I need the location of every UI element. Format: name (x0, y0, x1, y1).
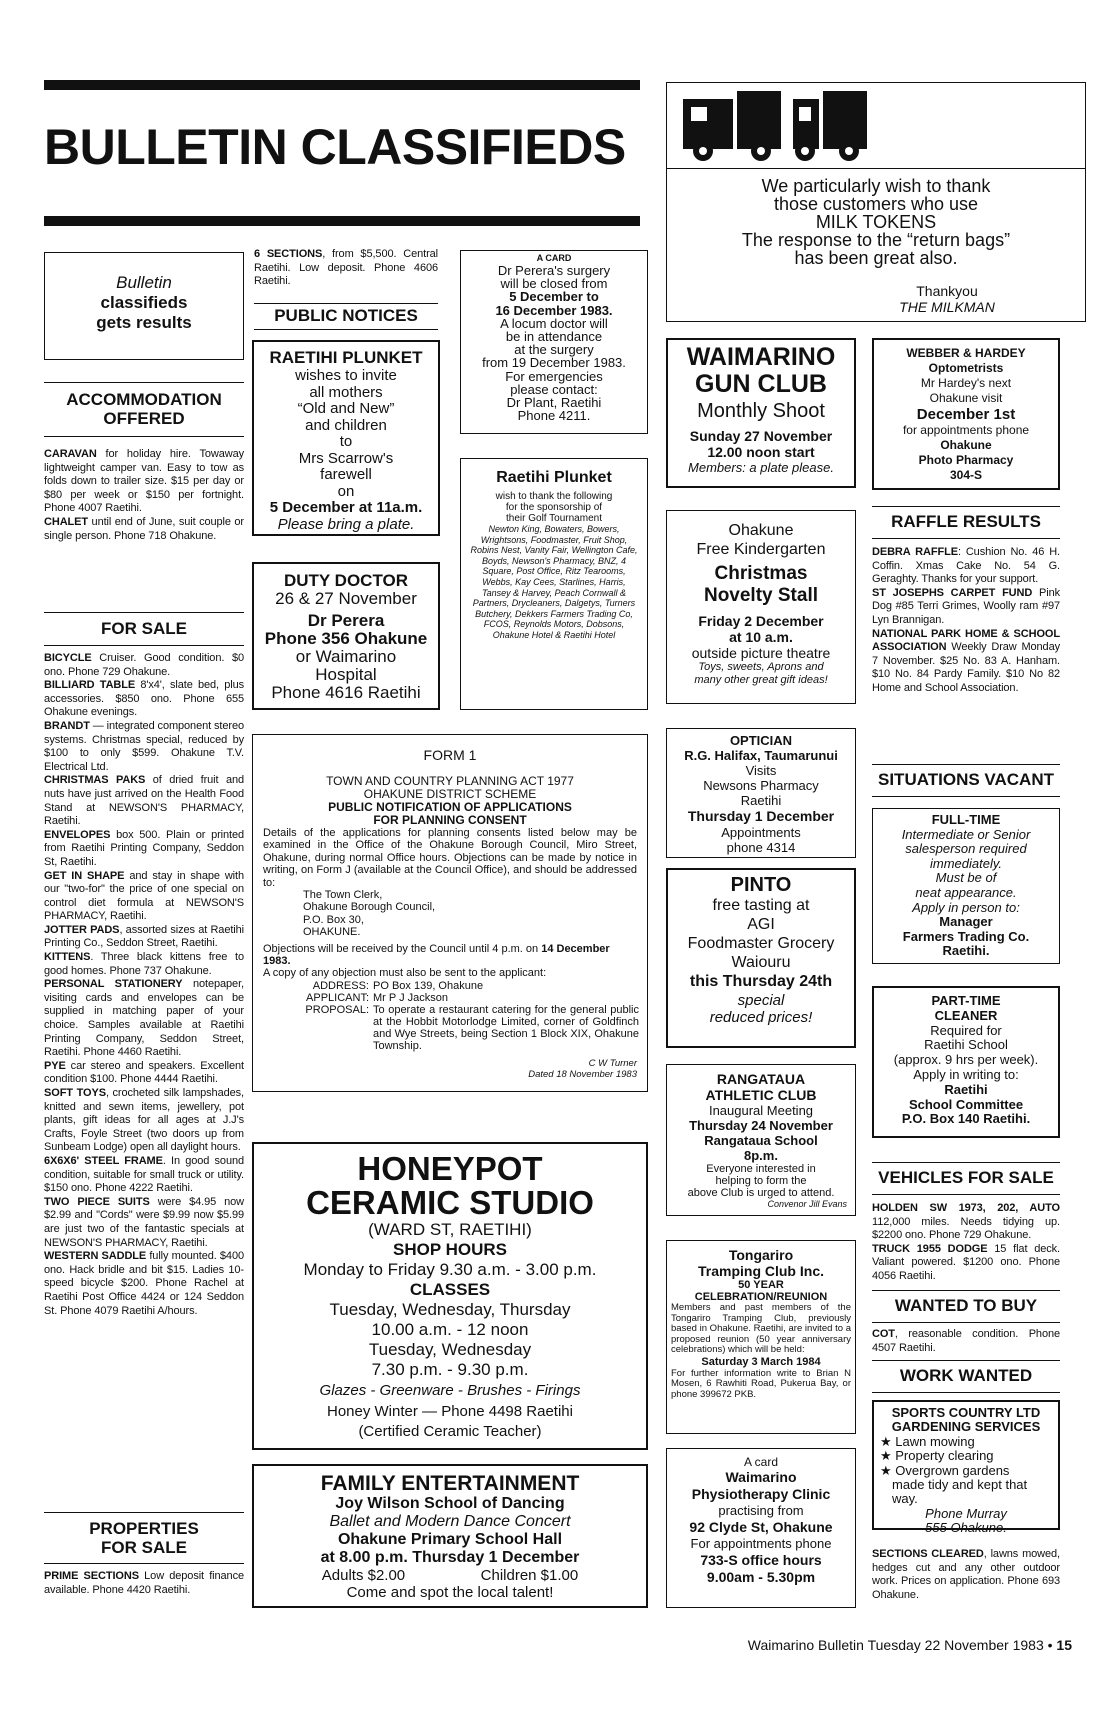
text-line: salesperson required (905, 841, 1027, 857)
text-line: from 19 December 1983. (482, 355, 626, 371)
list-item: NATIONAL PARK HOME & SCHOOL ASSOCIATION Weekly Draw Monday 7 November. $25 No. 83 A. Hanham. $10 No. 84 Pardy Family. $10 No 82 Home and School Association. (872, 627, 1060, 694)
text-line: CELEBRATION/REUNION (694, 1291, 828, 1303)
list-item: BILLIARD TABLE 8'x4', slate bed, plus accessories. $850 ono. Phone 655 Ohakune evenings. (44, 679, 244, 719)
divider (872, 1392, 1060, 1393)
text-line: A card (743, 1455, 779, 1469)
text-line: Ballet and Modern Dance Concert (329, 1513, 571, 1530)
text-line: Tongariro (728, 1247, 794, 1263)
family-prices (254, 1567, 646, 1584)
divider (872, 1162, 1060, 1163)
for-sale-heading: FOR SALE (101, 619, 187, 638)
divider (44, 612, 244, 613)
duty-phone: Phone 356 Ohakune (264, 629, 428, 648)
list-item: SECTIONS CLEARED, lawns mowed, hedges cut and any other outdoor work. Prices on application. Phone 693 Ohakune. (872, 1548, 1060, 1601)
text-line: Required for (930, 1022, 1002, 1038)
text-line: Monthly Shoot (697, 400, 825, 422)
text-line: 304-S (949, 468, 983, 482)
text-line: Honey Winter — Phone 4498 Raetihi (327, 1403, 573, 1420)
plunket-farewell-ad (252, 340, 440, 536)
text-line: Dr Plant, Raetihi (506, 395, 602, 411)
text-line: Manager (939, 914, 993, 930)
masthead-rule-top (44, 80, 640, 90)
text-line: Ohakune (940, 438, 992, 452)
text-line: PART-TIME (931, 993, 1001, 1008)
divider (44, 1512, 244, 1513)
divider (872, 1322, 1060, 1323)
text-line: FULL-TIME (931, 812, 1001, 827)
text-line: Toys, sweets, Aprons and (698, 661, 824, 673)
text-line: “Old and New” (297, 400, 395, 417)
divider (872, 1360, 1060, 1361)
list-item: ST JOSEPHS CARPET FUND Pink Dog #85 Terri Grimes, Woolly ram #97 Lyn Brannigan. (872, 586, 1060, 626)
text-line: Tuesday, Wednesday, Thursday (329, 1300, 571, 1319)
masthead-rule-bottom (44, 216, 640, 226)
text-line: (Certified Ceramic Teacher) (358, 1423, 542, 1440)
page-number: 15 (1056, 1637, 1072, 1653)
list-item: BICYCLE Cruiser. Good condition. $0 ono. Phone 729 Ohakune. (44, 652, 244, 678)
text-line: School Committee (908, 1096, 1024, 1112)
text-line: helping to form the (715, 1175, 807, 1187)
list-item: ENVELOPES box 500. Plain or printed from Raetihi Printing Company, Seddon St, Raetihi. (44, 828, 244, 868)
text-line: 555 Ohakune. (925, 1520, 1007, 1536)
text-line: please contact: (510, 381, 598, 397)
text-line: Come and spot the local talent! (346, 1584, 554, 1601)
divider (872, 538, 1060, 539)
text-line: CLEANER (934, 1007, 998, 1023)
text-line: made tidy and kept that (892, 1477, 1028, 1493)
text-line: TOWN AND COUNTRY PLANNING ACT 1977 (326, 774, 574, 788)
divider (872, 764, 1060, 765)
text-line: Adults $2.00 (321, 1567, 406, 1584)
list-item: GET IN SHAPE and stay in shape with our "two-for" the price of one special on control diet formula at NEWSON'S PHARMACY, Raetihi. (44, 869, 244, 923)
text-line: OHAKUNE DISTRICT SCHEME (363, 787, 537, 801)
form1-signer: C W Turner (588, 1057, 637, 1069)
text-line: APPLICANT: (306, 991, 369, 1004)
text-line: FOR PLANNING CONSENT (373, 813, 527, 827)
text-line: For emergencies (505, 368, 603, 384)
text-line: many other great gift ideas! (694, 674, 828, 686)
text-line: free tasting at (712, 897, 810, 914)
text-line: Rangataua School (704, 1133, 818, 1148)
truck-icon (681, 83, 881, 169)
text-line: Saturday 3 March 1984 (701, 1355, 821, 1368)
text-line: 14 December 1983. (263, 942, 610, 968)
raffle-heading: RAFFLE RESULTS (891, 512, 1041, 531)
text-line: Ohakune Borough Council, (303, 901, 436, 914)
tagline-line-2: classifieds (100, 293, 188, 312)
text-line: Ohakune visit (929, 391, 1003, 405)
text-line: Raetihi (944, 1081, 988, 1097)
form1-date: Dated 18 November 1983 (528, 1068, 637, 1080)
sections-classified: 6 SECTIONS, from $5,500. Central Raetihi. Low deposit. Phone 4606 Raetihi. (254, 248, 439, 288)
text-line: 5 December to (509, 289, 599, 305)
vehicles-heading: VEHICLES FOR SALE (878, 1168, 1054, 1187)
text-line: for appointments phone (902, 423, 1030, 437)
text-line: way. (892, 1491, 918, 1507)
properties-heading: PROPERTIES FOR SALE (89, 1519, 199, 1557)
divider (872, 796, 1060, 797)
vehicles-list (872, 1202, 1060, 1284)
text-line: SHOP HOURS (393, 1240, 507, 1259)
form1-address (263, 889, 637, 939)
list-item: 6X6X6' STEEL FRAME. In good sound condition, suitable for small truck or utility. $150 ono. Phone 4222 Raetihi. (44, 1154, 245, 1195)
text-line: Phone 4616 Raetihi (271, 683, 421, 702)
text-line: December 1st (916, 406, 1016, 423)
form1-details (299, 980, 639, 1052)
form1-notice (252, 734, 648, 1092)
optician-ad (666, 728, 856, 858)
list-item: KITTENS. Three black kittens free to good homes. Phone 737 Ohakune. (44, 951, 244, 977)
situations-heading: SITUATIONS VACANT (878, 770, 1054, 789)
pinto-ad (666, 868, 856, 1048)
milk-line-4: The response to the “return bags” (741, 230, 1011, 250)
text-line: 9.00am - 5.30pm (706, 1569, 816, 1585)
list-item: JOTTER PADS, assorted sizes at Raetihi Printing Co., Seddon Street, Raetihi. (44, 923, 244, 950)
text-line: The Town Clerk, (303, 889, 383, 902)
text-line: Everyone interested in (706, 1163, 816, 1175)
wanted-list (872, 1328, 1060, 1355)
text-line: or Waimarino (295, 647, 397, 666)
text-line: Christmas (714, 563, 808, 584)
text-line: Waiouru (731, 954, 791, 971)
text-line: Phone 4211. (517, 408, 591, 424)
text-line: at 8.00 p.m. Thursday 1 December (320, 1549, 580, 1566)
text-line: farewell (320, 466, 372, 483)
list-item: PRIME SECTIONS Low deposit finance available. Phone 4420 Raetihi. (44, 1570, 244, 1596)
honeypot-subtitle: CERAMIC STUDIO (306, 1184, 594, 1221)
text-line: 16 December 1983. (495, 302, 613, 318)
milk-line-3: MILK TOKENS (815, 212, 937, 232)
accommodation-list (44, 448, 244, 543)
pinto-title: PINTO (730, 874, 792, 896)
text-line: be in attendance (505, 329, 603, 345)
physiotherapy-ad (666, 1448, 856, 1608)
form1-title: FORM 1 (423, 747, 477, 763)
divider (872, 506, 1060, 507)
duty-doctor-ad (252, 562, 440, 710)
duty-dates: 26 & 27 November (275, 589, 417, 608)
list-item: PYE car stereo and speakers. Excellent condition $100. Phone 4444 Raetihi. (44, 1059, 244, 1086)
list-item: CHRISTMAS PAKS of dried fruit and nuts have just arrived on the Health Food Stand at NEWSON'S PHARMACY, Raetihi. (44, 774, 244, 828)
text-line: Apply in writing to: (913, 1066, 1019, 1082)
text-line: Members: a plate please. (688, 460, 834, 475)
text-line: Hospital (315, 665, 377, 684)
text-line: ★ Property clearing (880, 1448, 994, 1464)
text-line: Friday 2 December (698, 613, 824, 629)
footer-text: Waimarino Bulletin Tuesday 22 November 1983 • (747, 1637, 1057, 1653)
text-line: 733-S office hours (700, 1552, 822, 1568)
divider (44, 1563, 244, 1564)
text-line: OPTICIAN (729, 733, 793, 748)
divider (44, 382, 244, 383)
milk-sign-thanks: Thankyou (916, 283, 978, 299)
text-line: To operate a restaurant catering for the general public at the Hobbit Motorlodge Limited, corner of Goldfinch and Wye Streets, being Section 1 Block XIX, Ohakune Township. (373, 1003, 639, 1052)
text-line: Raetihi. (942, 943, 990, 959)
tramping-club-ad (666, 1240, 856, 1434)
a-card-ad (460, 250, 648, 434)
classified-chalet: CHALET until end of June, suit couple or single person. Phone 718 Ohakune. (44, 515, 244, 542)
plunket-title: RAETIHI PLUNKET (269, 348, 423, 367)
text-line: RANGATAUA (716, 1071, 806, 1087)
text-line: A copy of any objection must also be sent to the applicant: (263, 967, 547, 980)
duty-name: Dr Perera (307, 611, 385, 630)
text-line: on (337, 482, 355, 500)
text-line: Appointments (721, 825, 801, 840)
classified-caravan: CARAVAN for holiday hire. Towaway lightweight camper van. Easy to tow as folds down to trailer size. $15 per day or $80 per week or $150 per fortnight. Phone 4007 Raetihi. (44, 448, 244, 515)
full-time-ad (872, 808, 1060, 964)
text-line: this Thursday 24th (689, 973, 833, 990)
family-entertainment-ad (252, 1464, 648, 1608)
text-line: to (339, 433, 353, 450)
text-line: phone 4314 (726, 840, 796, 855)
text-line: wishes to invite (295, 367, 397, 384)
text-line: wish to thank the following (495, 491, 613, 502)
text-line: For further information write to Brian N Mosen, 6 Rawhiti Road, Pukerua Bay, or phone 399672 PKB. (671, 1367, 851, 1400)
milk-tokens-ad (666, 82, 1086, 322)
milk-sign-name: THE MILKMAN (899, 299, 995, 315)
text-line: Apply in person to: (912, 899, 1020, 915)
text-line: Glazes - Greenware - Brushes - Firings (319, 1382, 581, 1399)
text-line: 10.00 a.m. - 12 noon (371, 1320, 529, 1339)
plunket-note: Please bring a plate. (277, 515, 415, 533)
tagline-line-1: Bulletin (116, 273, 172, 292)
text-line: Must be of (935, 870, 997, 886)
text-line: Ohakune (728, 522, 794, 539)
text-line: Foodmaster Grocery (687, 935, 835, 952)
tagline-line-3: gets results (96, 313, 192, 332)
milk-line-1: We particularly wish to thank (761, 176, 991, 196)
honeypot-ad (252, 1142, 648, 1450)
text-line: their Golf Tournament (506, 513, 602, 524)
plunket-thanks-ad (460, 458, 648, 710)
text-line: Thursday 24 November (689, 1118, 833, 1133)
text-line: will be closed from (500, 276, 608, 292)
text-line: Joy Wilson School of Dancing (335, 1495, 565, 1512)
list-item: COT, reasonable condition. Phone 4507 Raetihi. (872, 1328, 1060, 1354)
text-line: Photo Pharmacy (918, 453, 1014, 467)
list-item: BRANDT — integrated component stereo systems. Christmas special, reduced by $100 to only $599. Ohakune T.V. Electrical Ltd. (44, 719, 244, 773)
text-line: PROPOSAL: (305, 1003, 369, 1016)
text-line: neat appearance. (915, 884, 1017, 900)
text-line: special (737, 992, 785, 1009)
text-line: 92 Clyde St, Ohakune (689, 1519, 833, 1535)
text-line: A locum doctor will (500, 315, 608, 331)
text-line: 50 YEAR (738, 1279, 784, 1291)
text-line: Children $1.00 (480, 1567, 579, 1584)
text-line: ADDRESS: (312, 979, 369, 992)
text-line: PO Box 139, Ohakune (373, 979, 484, 992)
work-list (872, 1548, 1060, 1602)
part-time-ad (872, 986, 1060, 1138)
text-line: Physiotherapy Clinic (691, 1486, 831, 1502)
text-line: Raetihi (740, 793, 782, 808)
text-line: Tramping Club Inc. (697, 1263, 824, 1279)
text-line: ATHLETIC CLUB (705, 1087, 817, 1103)
gun-club-ad (666, 338, 856, 488)
text-line: immediately. (929, 855, 1002, 871)
text-line: Novelty Stall (703, 585, 819, 606)
card-title: A CARD (536, 253, 572, 263)
kindergarten-ad (666, 510, 856, 704)
page-footer (748, 1636, 1072, 1654)
text-line: Phone Murray (925, 1505, 1007, 1521)
list-item: HOLDEN SW 1973, 202, AUTO 112,000 miles. Needs tidying up. $2200 ono. Phone 729 Ohakune. (872, 1202, 1060, 1242)
gun-title: WAIMARINO (686, 343, 836, 371)
divider (44, 436, 244, 437)
text-line: Farmers Trading Co. (902, 928, 1030, 944)
divider (872, 1194, 1060, 1195)
milk-line-2: those customers who use (773, 194, 979, 214)
text-line: CLASSES (409, 1280, 491, 1299)
text-line: at the surgery (514, 342, 594, 358)
text-line: (WARD ST, RAETIHI) (368, 1220, 532, 1239)
text-line: for the sponsorship of (505, 502, 603, 513)
accommodation-heading: ACCOMMODATION OFFERED (66, 390, 222, 428)
text-line: Mrs Scarrow's (298, 449, 394, 467)
text-line: SPORTS COUNTRY LTD (891, 1405, 1041, 1420)
wanted-heading: WANTED TO BUY (894, 1296, 1038, 1315)
for-sale-list (44, 652, 244, 1318)
divider (254, 329, 438, 330)
text-line: Mr Hardey's next (920, 376, 1012, 390)
text-line: Convenor Jill Evans (767, 1199, 847, 1209)
sports-country-ad (872, 1400, 1060, 1536)
divider (254, 303, 438, 304)
text-line: at 10 a.m. (729, 629, 793, 645)
text-line: Thursday 1 December (687, 808, 835, 824)
public-notices-heading: PUBLIC NOTICES (274, 306, 418, 325)
athletic-club-ad (666, 1064, 856, 1216)
sponsor-list: Newton King, Bowaters, Bowers, Wrightsons, Foodmaster, Fruit Shop, Robins Nest, Vanity Fair, Wellington Cafe, Boyds, Newson's Pharmacy, BNZ, 4 Square, Post Office, Ritz Tearooms, Webbs, Kay Cees, Starlines, Harris, Tansey & Harvey, Peach Cornwall & Partners, Drycleaners, Dalgetys, Turners Butchery, Dekkers Farmers Trading Co, FCOS, Reynolds Motors, Dobsons, Ohakune Hotel & Raetihi Hotel (470, 524, 638, 640)
gun-subtitle: GUN CLUB (695, 370, 827, 398)
text-line: above Club is urged to attend. (687, 1187, 835, 1199)
text-line: Raetihi School (924, 1037, 1008, 1053)
text-line: ★ Overgrown gardens (880, 1462, 1010, 1478)
text-line: 8p.m. (744, 1148, 778, 1163)
list-item: DEBRA RAFFLE: Cushion No. 46 H. Coffin. Xmas Cake No. 54 G. Geraghty. Thanks for your support. (872, 546, 1060, 586)
raffle-list (872, 546, 1060, 696)
honeypot-title: HONEYPOT (357, 1150, 543, 1187)
milk-line-5: has been great also. (794, 248, 958, 268)
text-line: practising from (718, 1503, 804, 1518)
plunket-date: 5 December at 11a.m. (269, 499, 423, 516)
text-line: Mr P J Jackson (373, 991, 448, 1004)
text-line: outside picture theatre (691, 645, 831, 661)
duty-title: DUTY DOCTOR (283, 571, 409, 590)
text-line: Waimarino (725, 1469, 797, 1485)
text-line: Free Kindergarten (696, 541, 826, 558)
text-line: PUBLIC NOTIFICATION OF APPLICATIONS (328, 800, 572, 814)
list-item: TWO PIECE SUITS were $4.95 now $2.99 and "Cords" were $9.99 now $5.99 are just two of the fantastic specials at NEWSON'S PHARMACY, Raetihi. (44, 1195, 244, 1249)
text-line: Optometrists (928, 361, 1004, 375)
text-line: Newsons Pharmacy (703, 778, 819, 793)
text-line: and children (305, 416, 387, 434)
page-title: BULLETIN CLASSIFIEDS (44, 119, 626, 175)
text-line: Inaugural Meeting (708, 1103, 814, 1118)
text-line: P.O. Box 140 Raetihi. (901, 1111, 1031, 1127)
list-item: PERSONAL STATIONERY notepaper, visiting cards and envelopes can be supplied in matching paper of your choice. Samples available at Raetihi Printing Company, Seddon Street, Raetihi. Phone 4460 Raetihi. (44, 978, 244, 1059)
list-item: SOFT TOYS, crocheted silk lampshades, knitted and sewn items, jewellery, pot plants, gift ideas for all ages at J.J's Crafts, Foyle Street (two doors up from Sunbeam Lodge) open all daylight hours. (44, 1087, 244, 1154)
list-item: WESTERN SADDLE fully mounted. $400 ono. Hack bridle and bit $15. Ladies 10-speed bicycle $200. Phone Rachel at Raetihi Post Office 4424 or 124 Seddon St. Phone 4079 Raetihi A/hours. (44, 1250, 244, 1317)
text-line: For appointments phone (690, 1536, 832, 1551)
text-line: WEBBER & HARDEY (906, 346, 1026, 360)
text-line: 12.00 noon start (707, 444, 815, 460)
text-line: 7.30 p.m. - 9.30 p.m. (371, 1360, 529, 1379)
tagline-box (44, 252, 244, 360)
webber-hardey-ad (872, 338, 1060, 490)
plunket-thanks-title: Raetihi Plunket (496, 469, 612, 486)
text-line: Intermediate or Senior (901, 826, 1031, 842)
text-line: AGI (747, 916, 775, 933)
text-line: ★ Lawn mowing (880, 1433, 975, 1449)
text-line: reduced prices! (709, 1009, 813, 1026)
text-line: GARDENING SERVICES (891, 1419, 1041, 1435)
text-line: R.G. Halifax, Taumarunui (684, 748, 838, 763)
work-heading: WORK WANTED (899, 1366, 1033, 1385)
family-title: FAMILY ENTERTAINMENT (320, 1472, 580, 1495)
list-item: TRUCK 1955 DODGE 15 flat deck. Valiant powered. $1200 ono. Phone 4056 Raetihi. (872, 1242, 1060, 1282)
text-line: (approx. 9 hrs per week). (893, 1052, 1039, 1068)
divider (872, 1290, 1060, 1291)
text-line: OHAKUNE. (303, 926, 361, 939)
text-line: Tuesday, Wednesday (368, 1340, 532, 1359)
text-line: Monday to Friday 9.30 a.m. - 3.00 p.m. (303, 1260, 597, 1279)
truck-banner (667, 83, 1085, 169)
text-line: Sunday 27 November (689, 428, 833, 444)
text-line: P.O. Box 30, (303, 913, 364, 926)
text-line: Ohakune Primary School Hall (337, 1531, 563, 1548)
text-line: Members and past members of the Tongariro Tramping Club, previously based in Ohakune. Raetihi, are invited to a proposed reunion (50 year anniversary celebrations) which will be held: (671, 1302, 851, 1355)
text-line: all mothers (309, 383, 383, 401)
divider (44, 645, 244, 646)
properties-list (44, 1570, 244, 1597)
text-line: Dr Perera's surgery (497, 263, 611, 278)
text-line: Visits (745, 763, 777, 778)
text-line: Objections will be received by the Council until 4 p.m. on (263, 942, 542, 955)
form1-body: Details of the applications for planning consents listed below may be examined in the Office of the Ohakune Borough Council, Miro Street, Ohakune, during normal Office hours. Objections can be made by notice in writing, on Form J (available at the Council Office), and should be addressed to: (263, 827, 637, 889)
